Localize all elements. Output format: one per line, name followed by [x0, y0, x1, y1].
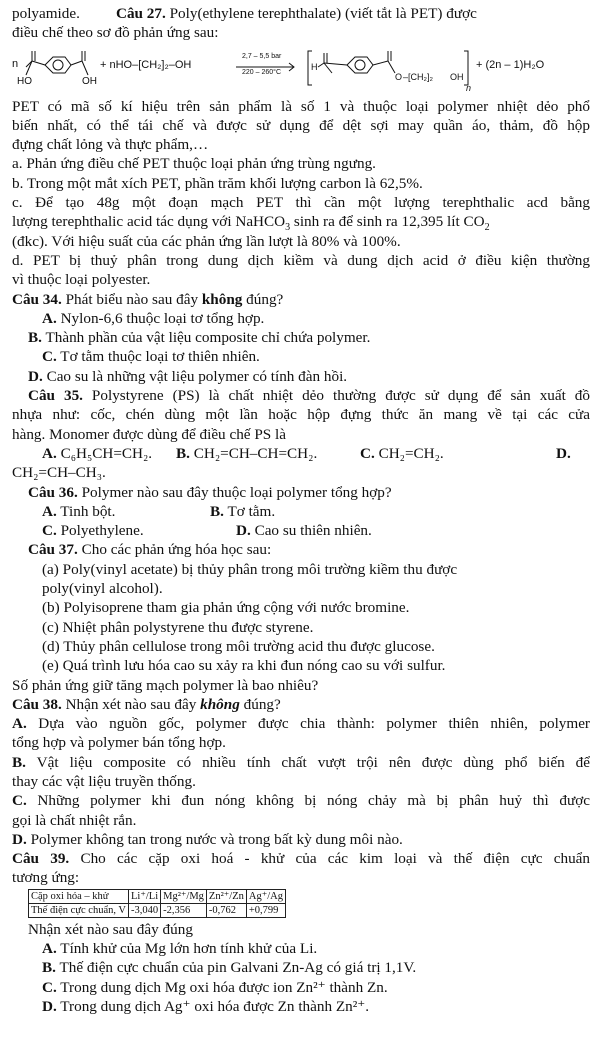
- glycol-reagent: + nHO–[CH₂]₂–OH: [100, 58, 192, 71]
- option-text: Nylon-6,6 thuộc loại tơ tổng hợp.: [60, 309, 265, 327]
- q27-para-2: biến nhất, có thể tái chế và được sử dụng để dệt sợi may quần áo, thảm, đồ hộp: [12, 116, 590, 134]
- q39-stem-1: [12, 849, 590, 868]
- option-letter: C.: [42, 522, 57, 540]
- table-row: [29, 903, 286, 917]
- q35-option-a: [42, 444, 176, 463]
- table-cell: Mg²⁺/Mg: [161, 889, 207, 903]
- q37-item-d: (d) Thủy phân cellulose trong môi trường acid thu được glucose.: [42, 637, 435, 655]
- q39-question: Nhận xét nào sau đây đúng: [28, 920, 193, 938]
- q27-statement-d1: d. PET bị thuỷ phân trong dung dịch kiềm và dung dịch acid ở điều kiện thường: [12, 251, 590, 269]
- option-text: Cao su là những vật liệu polymer có tính đàn hồi.: [46, 367, 348, 385]
- q35-stem-3: hàng. Monomer được dùng để điều chế PS là: [12, 425, 286, 443]
- table-cell: +0,799: [246, 903, 285, 917]
- q27-statement-d2: vì thuộc loại polyester.: [12, 271, 151, 289]
- q34-text: Phát biểu nào sau đây: [61, 290, 202, 308]
- electrode-potential-table: [28, 889, 286, 918]
- q27-statement-c2: [12, 212, 590, 234]
- table-cell: -3,040: [129, 903, 161, 917]
- table-row-header: Cặp oxi hóa – khử: [29, 889, 129, 903]
- q27-statement-c1: c. Để tạo 48g một đoạn mạch PET thì cần một lượng terephthalic acd bằng: [12, 194, 590, 212]
- q37-text: Cho các phản ứng hóa học sau:: [77, 541, 272, 559]
- q35-stem-2: nhựa như: cốc, chén dùng một lần hoặc hộp đựng thức ăn mang về tại các cửa: [12, 406, 590, 424]
- q37-item-a2: poly(vinyl alcohol).: [42, 580, 163, 598]
- q27-para-1: PET có mã số kí hiệu trên sản phẩm là số 1 và thuộc loại polymer nhiệt dẻo phổ: [12, 97, 590, 115]
- table-row-header: Thế điện cực chuẩn, V: [29, 903, 129, 917]
- option-letter: C.: [42, 978, 57, 996]
- acid-oh-label: OH: [82, 75, 97, 87]
- option-text: Vật liệu composite có nhiều tính chất vượt trội nên được dùng phổ biến để: [25, 753, 590, 771]
- q27-intro: Poly(ethylene terephthalate) (viết tắt là PET) được: [165, 5, 477, 22]
- q35-option-b: [176, 444, 360, 463]
- table-cell: Li⁺/Li: [129, 889, 161, 903]
- q34-text-end: đúng?: [242, 290, 284, 308]
- option-text: C₆H₅CH=CH₂.: [60, 444, 153, 462]
- option-letter: D.: [42, 997, 57, 1015]
- option-letter: B.: [210, 502, 224, 520]
- q36-option-d: [236, 521, 372, 540]
- table-cell: -0,762: [206, 903, 246, 917]
- q27-label: Câu 27.: [116, 5, 166, 22]
- q27-statement-b: b. Trong một mắt xích PET, phần trăm khối lượng carbon là 62,5%.: [12, 174, 423, 192]
- q39-option-d: [12, 997, 590, 1016]
- option-letter: B.: [12, 753, 26, 771]
- q37-question: Số phản ứng giữ tăng mạch polymer là bao nhiêu?: [12, 676, 319, 694]
- option-text: Những polymer khi đun nóng không bị nóng chảy mà bị phân huỷ thì được: [26, 792, 590, 810]
- option-text: Dựa vào nguồn gốc, polymer được chia thành: polymer thiên nhiên, polymer: [26, 715, 590, 733]
- q34-stem: [12, 290, 590, 309]
- q39-text: Cho các cặp oxi hoá - khử của các kim loại và thế điện cực chuẩn: [69, 850, 591, 868]
- option-text: Tinh bột.: [60, 502, 116, 520]
- condition-temperature: 220 – 260°C: [242, 68, 281, 76]
- q38-stem: [12, 695, 590, 714]
- q37-label: Câu 37.: [28, 541, 78, 559]
- document-page: [12, 4, 590, 1016]
- option-text: CH₂=CH₂.: [378, 444, 444, 462]
- q39-label: Câu 39.: [12, 850, 70, 868]
- q35-option-c: [360, 444, 556, 463]
- q38-option-a1: [12, 714, 590, 733]
- option-letter: A.: [12, 715, 27, 733]
- q37-item-e: (e) Quá trình lưu hóa cao su xảy ra khi đun nóng cao su với sulfur.: [42, 657, 446, 675]
- option-letter: D.: [236, 522, 251, 540]
- option-letter: A.: [42, 309, 57, 327]
- byproduct-water: + (2n – 1)H₂O: [476, 58, 545, 71]
- q39-option-a: [12, 939, 590, 958]
- c2-text: lượng terephthalic acid tác dụng với NaHCO: [12, 213, 286, 231]
- option-text: Trong dung dịch Ag⁺ oxi hóa được Zn thành Zn²⁺.: [60, 997, 370, 1015]
- table-cell: Ag⁺/Ag: [246, 889, 285, 903]
- q34-option-d: [12, 367, 590, 386]
- q36-row-1: [12, 502, 590, 521]
- q38-text: Nhận xét nào sau đây: [61, 695, 201, 713]
- q34-emph: không: [201, 290, 243, 308]
- option-text: CH₂=CH–CH=CH₂.: [193, 444, 318, 462]
- option-text: Trong dung dịch Mg oxi hóa được ion Zn²⁺ thành Zn.: [60, 978, 388, 996]
- c2-sub: 3: [285, 222, 291, 234]
- product-oh: OH: [450, 71, 464, 82]
- option-text: Tơ tằm thuộc loại tơ thiên nhiên.: [60, 348, 260, 366]
- q38-option-a2: tổng hợp và polymer bán tổng hợp.: [12, 734, 226, 752]
- option-letter: D.: [28, 367, 43, 385]
- option-text: Thành phần của vật liệu composite chỉ chứa polymer.: [45, 329, 371, 347]
- q27-heading: [12, 4, 590, 23]
- q35-label: Câu 35.: [28, 387, 83, 405]
- q38-option-c1: [12, 791, 590, 810]
- q39-option-b: [12, 958, 590, 977]
- option-letter: A.: [42, 444, 57, 462]
- q35-options: [12, 444, 590, 463]
- q27-statement-c3: (đkc). Với hiệu suất của các phản ứng lần lượt là 80% và 100%.: [12, 232, 401, 250]
- q36-option-c: [42, 521, 236, 540]
- q35-text: Polystyrene (PS) là chất nhiệt dẻo thường được sử dụng để sản xuất đồ: [82, 387, 590, 405]
- table-row: [29, 889, 286, 903]
- q38-text-end: đúng?: [239, 695, 281, 713]
- acid-ho-label: HO: [17, 75, 32, 87]
- option-text: Cao su thiên nhiên.: [254, 522, 372, 540]
- option-letter: B.: [176, 444, 190, 462]
- q36-label: Câu 36.: [28, 483, 78, 501]
- q34-label: Câu 34.: [12, 290, 62, 308]
- table-cell: -2,356: [161, 903, 207, 917]
- q36-row-2: [12, 521, 590, 540]
- q27-statement-a: a. Phản ứng điều chế PET thuộc loại phản ứng trùng ngưng.: [12, 155, 376, 173]
- q39-option-c: [12, 978, 590, 997]
- condition-pressure: 2,7 – 5,5 bar: [242, 52, 282, 60]
- c2-text-2: sinh ra để sinh ra 12,395 lít CO: [290, 213, 485, 231]
- q34-option-a: [12, 309, 590, 328]
- q38-option-d: [12, 830, 590, 849]
- q35-stem-1: [12, 386, 590, 405]
- q34-option-b: [12, 328, 590, 347]
- q37-item-c: (c) Nhiệt phân polystyrene thu được styrene.: [42, 618, 314, 636]
- product-ch2: –[CH₂]₂: [403, 71, 433, 82]
- q36-option-a: [42, 502, 210, 521]
- q36-text: Polymer nào sau đây thuộc loại polymer tổng hợp?: [77, 483, 392, 501]
- q35-option-d-text: CH₂=CH–CH₃.: [12, 464, 106, 482]
- q38-option-b1: [12, 753, 590, 772]
- q37-stem: [12, 540, 590, 559]
- option-text: Polyethylene.: [60, 522, 144, 540]
- c2-sub-2: 2: [484, 222, 490, 234]
- option-letter: C.: [360, 444, 375, 462]
- option-text: Polymer không tan trong nước và trong bất kỳ dung môi nào.: [26, 830, 403, 848]
- product-repeat-n: n: [466, 82, 472, 93]
- pet-reaction-scheme: [12, 45, 590, 95]
- option-text: Thế điện cực chuẩn của pin Galvani Zn-Ag có giá trị 1,1V.: [59, 959, 417, 977]
- option-letter: A.: [42, 940, 57, 958]
- product-h: H: [311, 61, 318, 72]
- q39-stem-2: tương ứng:: [12, 869, 80, 887]
- q34-option-c: [12, 347, 590, 366]
- q37-item-a1: (a) Poly(vinyl acetate) bị thủy phân trong môi trường kiềm thu được: [42, 560, 458, 578]
- q35-option-d-letter: D.: [556, 444, 571, 462]
- q36-stem: [12, 483, 590, 502]
- q38-emph: không: [200, 695, 240, 713]
- option-letter: A.: [42, 502, 57, 520]
- option-text: Tính khử của Mg lớn hơn tính khử của Li.: [60, 940, 318, 958]
- q36-option-b: [210, 502, 275, 521]
- reactant-coefficient: n: [12, 57, 19, 70]
- table-cell: Zn²⁺/Zn: [206, 889, 246, 903]
- option-text: Tơ tằm.: [227, 502, 276, 520]
- q27-intro-line2: điều chế theo sơ đồ phản ứng sau:: [12, 24, 219, 42]
- option-letter: D.: [12, 830, 27, 848]
- option-letter: B.: [42, 959, 56, 977]
- option-letter: C.: [12, 792, 27, 810]
- previous-tail: polyamide.: [12, 5, 80, 22]
- option-letter: B.: [28, 329, 42, 347]
- q37-item-b: (b) Polyisoprene tham gia phản ứng cộng với nước bromine.: [42, 599, 410, 617]
- q27-para-3: đựng chất lỏng và thực phẩm,…: [12, 136, 209, 154]
- q38-label: Câu 38.: [12, 695, 62, 713]
- product-ester-o: O: [395, 71, 403, 82]
- q38-option-b2: thay các vật liệu truyền thống.: [12, 772, 196, 790]
- option-letter: C.: [42, 348, 57, 366]
- q38-option-c2: gọi là chất nhiệt rắn.: [12, 811, 137, 829]
